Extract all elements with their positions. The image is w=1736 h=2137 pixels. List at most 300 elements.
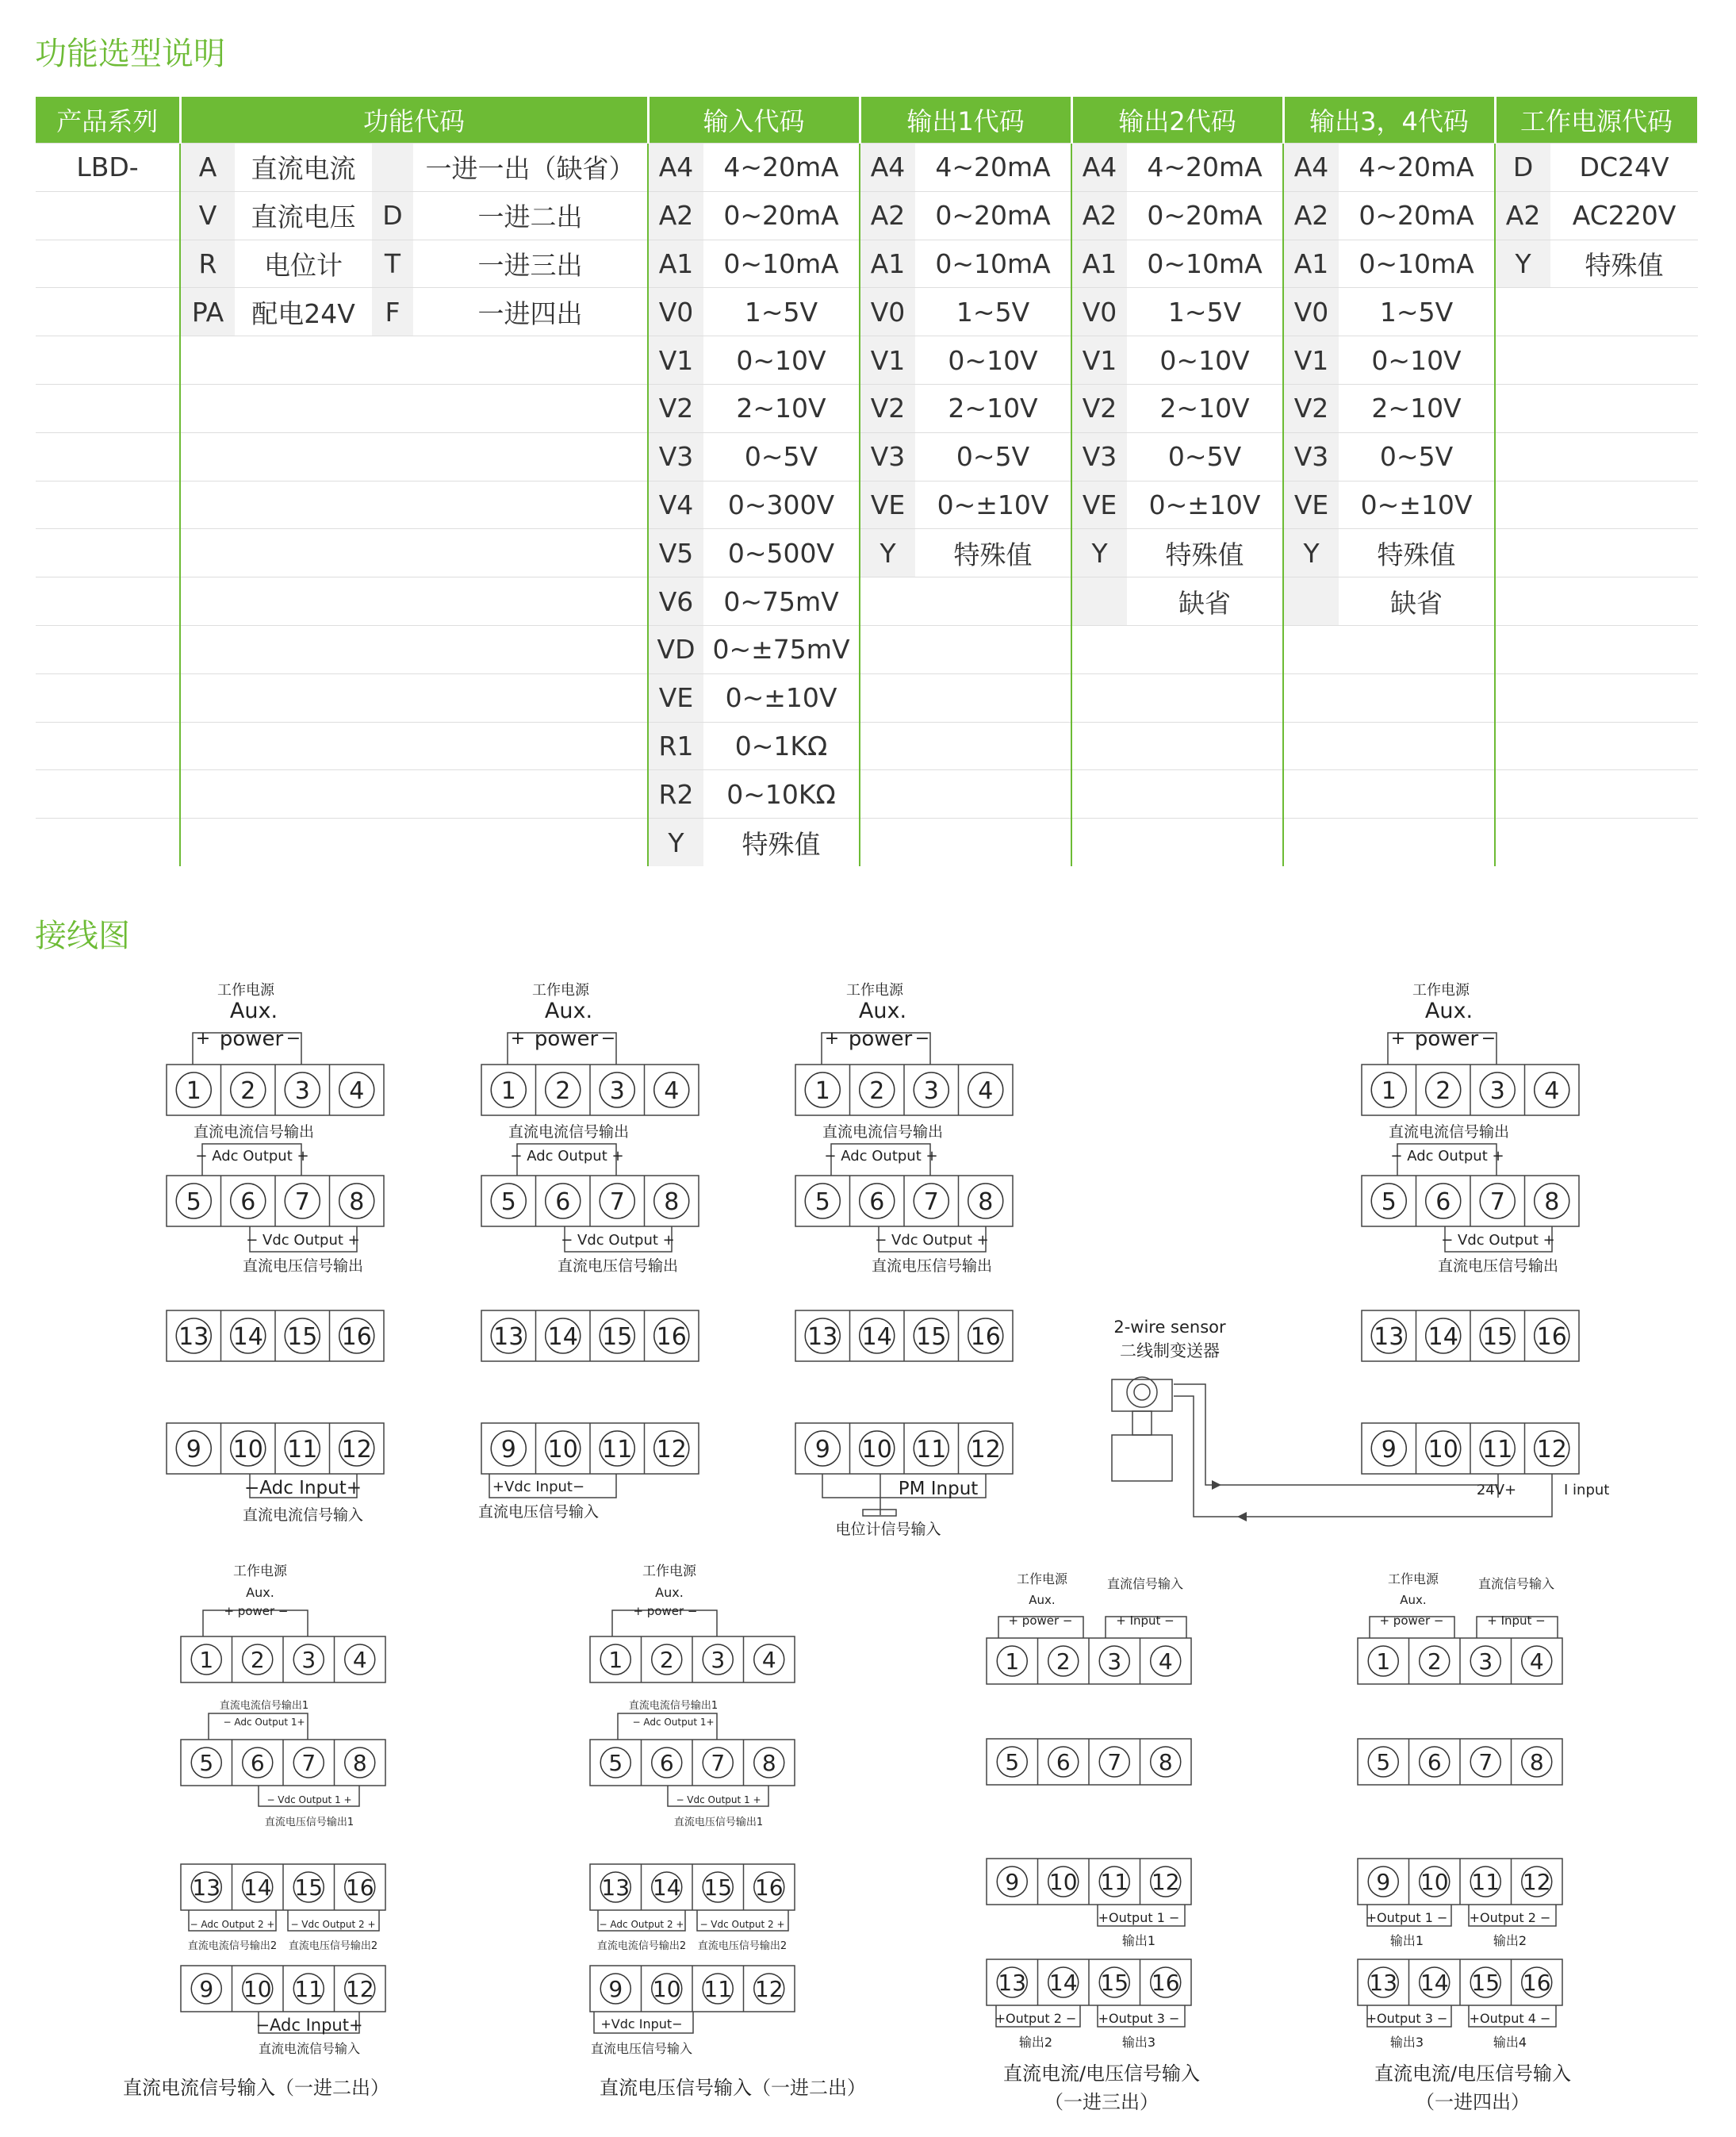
terminal-number: 7 (1489, 1187, 1505, 1216)
table-row (36, 432, 1698, 481)
diagram-caption: 直流电流/电压信号输入 (1374, 2062, 1572, 2085)
terminal-number: 5 (186, 1187, 201, 1216)
table-cell: 0~20mA (703, 191, 860, 240)
table-cell: A2 (1283, 191, 1339, 240)
terminal-number: 11 (287, 1435, 318, 1464)
vdc-output2-label: − Vdc Output 2 + (699, 1919, 785, 1930)
table-cell (1071, 722, 1127, 770)
table-cell: 一进四出 (413, 288, 648, 336)
sensor-head-inner (1134, 1384, 1150, 1400)
table-cell (1550, 722, 1698, 770)
table-cell (1127, 625, 1283, 673)
output1-cn-label: 输出1 (1389, 1933, 1424, 1948)
output-cn-label: 输出2 (1493, 1933, 1527, 1948)
table-cell (1127, 722, 1283, 770)
table-cell (235, 673, 372, 722)
table-cell: 0~±75mV (703, 625, 860, 673)
terminal-number: 5 (814, 1187, 830, 1216)
terminal-number: 15 (1100, 1970, 1129, 1997)
table-cell: VE (860, 481, 915, 529)
table-cell (180, 336, 235, 385)
terminal-number: 5 (1005, 1749, 1020, 1776)
table-row (36, 577, 1698, 626)
table-cell (36, 384, 180, 432)
table-cell (36, 819, 180, 866)
terminal-number: 15 (703, 1874, 733, 1901)
terminal-number: 6 (1435, 1187, 1451, 1216)
wire-arrow (1237, 1512, 1247, 1521)
terminal-number: 9 (186, 1435, 201, 1464)
table-cell: VE (1283, 481, 1339, 529)
table-cell: 0~20mA (1127, 191, 1283, 240)
table-cell (235, 625, 372, 673)
vdc-output-cn-label: 直流电压信号输出 (242, 1257, 364, 1275)
table-cell: 特殊值 (1127, 529, 1283, 577)
terminal-number: 10 (1048, 1869, 1078, 1896)
adc-output-cn-label: 直流电流信号输出 (1388, 1123, 1510, 1141)
table-cell (235, 481, 372, 529)
terminal-number: 1 (608, 1647, 623, 1674)
wiring-diagrams (0, 968, 1736, 2137)
table-cell (915, 770, 1071, 819)
table-cell: 0~±10V (1127, 481, 1283, 529)
terminal-number: 11 (602, 1435, 633, 1464)
table-cell (1495, 673, 1550, 722)
terminal-number: 16 (1536, 1322, 1567, 1351)
minus-label: − (600, 1029, 616, 1049)
table-cell: 0~20mA (1339, 191, 1495, 240)
terminal-number: 14 (1428, 1322, 1458, 1351)
table-cell: V4 (648, 481, 703, 529)
power-cn-label: 工作电源 (642, 1563, 696, 1579)
table-cell (860, 625, 915, 673)
sensor-wire-positive (1174, 1384, 1498, 1485)
terminal-number: 11 (916, 1435, 947, 1464)
table-cell: 0~5V (703, 432, 860, 481)
terminal-number: 14 (547, 1322, 578, 1351)
adc-input-cn-label: 直流电流信号输入 (242, 1506, 364, 1524)
output-label: +Output 2 − (994, 2011, 1077, 2026)
table-cell: 1~5V (915, 288, 1071, 336)
table-header-cell: 输出3，4代码 (1283, 97, 1495, 144)
table-cell (1339, 722, 1495, 770)
terminal-number: 10 (232, 1435, 263, 1464)
sensor-body (1112, 1435, 1172, 1481)
table-cell (1339, 819, 1495, 866)
output-cn-label: 输出4 (1493, 2035, 1527, 2050)
terminal-number: 2 (250, 1647, 265, 1674)
adc-output-cn-label: 直流电流信号输出 (193, 1123, 315, 1141)
table-cell (180, 819, 235, 866)
table-cell (1283, 819, 1339, 866)
table-cell (36, 288, 180, 336)
table-header-cell: 工作电源代码 (1495, 97, 1698, 144)
table-cell: 直流电压 (235, 191, 372, 240)
terminal-number: 16 (341, 1322, 372, 1351)
terminal-number: 15 (1471, 1970, 1500, 1997)
table-cell: D (372, 191, 413, 240)
table-cell (1495, 336, 1550, 385)
table-cell (372, 529, 413, 577)
aux-label: Aux. (229, 999, 278, 1023)
power-label: power (219, 1027, 284, 1051)
table-cell: 2~10V (1339, 384, 1495, 432)
power-label: + power − (1008, 1613, 1073, 1628)
table-cell (1339, 625, 1495, 673)
table-cell (413, 819, 648, 866)
table-cell (1283, 625, 1339, 673)
table-cell: V2 (648, 384, 703, 432)
table-cell: PA (180, 288, 235, 336)
adc-output1-cn-label: 直流电流信号输出1 (628, 1700, 719, 1712)
table-cell (1495, 819, 1550, 866)
diagram-caption: （一进四出） (1416, 2091, 1530, 2113)
plus-label: + (195, 1029, 211, 1049)
terminal-number: 5 (500, 1187, 516, 1216)
table-cell (1495, 577, 1550, 626)
table-row (36, 191, 1698, 240)
output-cn-label: 输出3 (1389, 2035, 1424, 2050)
i-input-label: I input (1564, 1482, 1610, 1498)
table-cell: VD (648, 625, 703, 673)
vdc-output2-cn-label: 直流电压信号输出2 (697, 1940, 788, 1952)
vdc-output-label: − Vdc Output + (875, 1232, 989, 1249)
table-cell: 0~10KΩ (703, 770, 860, 819)
terminal-number: 3 (1489, 1076, 1505, 1105)
terminal-number: 8 (664, 1187, 680, 1216)
sensor-head (1127, 1377, 1157, 1407)
terminal-number: 12 (970, 1435, 1001, 1464)
terminal-number: 16 (345, 1874, 374, 1901)
terminal-number: 9 (1005, 1869, 1020, 1896)
table-cell (372, 432, 413, 481)
terminal-number: 3 (609, 1076, 625, 1105)
terminal-number: 1 (500, 1076, 516, 1105)
diagram-caption: （一进三出） (1044, 2091, 1159, 2113)
power-label: power (848, 1027, 913, 1051)
terminal-number: 12 (1151, 1869, 1180, 1896)
power-label: power (534, 1027, 599, 1051)
aux-label: Aux. (858, 999, 907, 1023)
terminal-number: 9 (608, 1976, 623, 2003)
terminal-number: 6 (1427, 1749, 1442, 1776)
pm-input-cn-label: 电位计信号输入 (835, 1521, 941, 1538)
table-cell (1071, 819, 1127, 866)
adc-output-label: − Adc Output + (510, 1148, 624, 1164)
table-cell (915, 625, 1071, 673)
table-cell (860, 673, 915, 722)
terminal-number: 15 (916, 1322, 947, 1351)
table-cell: V1 (648, 336, 703, 385)
vdc-output1-label: − Vdc Output 1 + (676, 1794, 761, 1805)
terminal-number: 2 (659, 1647, 674, 1674)
table-cell: V2 (1071, 384, 1127, 432)
terminal-number: 8 (352, 1750, 367, 1777)
table-cell (1283, 722, 1339, 770)
signal-input-cn-label: 直流信号输入 (1106, 1576, 1184, 1591)
table-cell: Y (860, 529, 915, 577)
table-cell: VE (1071, 481, 1127, 529)
table-cell: 0~10mA (1339, 240, 1495, 288)
table-cell: 0~±10V (703, 673, 860, 722)
table-cell: V3 (860, 432, 915, 481)
terminal-number: 12 (656, 1435, 687, 1464)
table-cell (1495, 529, 1550, 577)
table-cell: A4 (860, 144, 915, 192)
table-cell (1071, 625, 1127, 673)
table-cell: D (1495, 144, 1550, 192)
table-row (36, 625, 1698, 673)
table-cell: 0~10V (1339, 336, 1495, 385)
terminal-number: 13 (493, 1322, 524, 1351)
power-label: + power − (224, 1604, 289, 1618)
vdc-input-label: +Vdc Input− (600, 2016, 683, 2031)
table-cell: Y (1071, 529, 1127, 577)
table-cell (413, 673, 648, 722)
aux-label: Aux. (1424, 999, 1473, 1023)
terminal-number: 12 (1522, 1869, 1551, 1896)
table-cell (1550, 384, 1698, 432)
table-cell: A4 (1071, 144, 1127, 192)
potentiometer-symbol (863, 1510, 896, 1516)
table-cell: A2 (1071, 191, 1127, 240)
terminal-number: 1 (1376, 1648, 1391, 1675)
diagram-caption: 直流电压信号输入（一进二出） (600, 2077, 866, 2099)
terminal-number: 6 (659, 1750, 674, 1777)
minus-label: − (286, 1029, 301, 1049)
table-cell (180, 673, 235, 722)
table-cell (372, 144, 413, 192)
table-cell: 缺省 (1127, 577, 1283, 626)
table-cell: V1 (860, 336, 915, 385)
output-label: +Output 3 − (1366, 2011, 1448, 2026)
table-row (36, 288, 1698, 336)
table-cell (180, 625, 235, 673)
table-cell: AC220V (1550, 191, 1698, 240)
table-cell (413, 336, 648, 385)
sensor-neck (1132, 1411, 1152, 1435)
terminal-number: 4 (1529, 1648, 1544, 1675)
aux-label: Aux. (655, 1585, 684, 1600)
table-cell: 2~10V (915, 384, 1071, 432)
vdc-output-label: − Vdc Output + (561, 1232, 675, 1249)
terminal-number: 9 (814, 1435, 830, 1464)
diagram-caption: 直流电流信号输入（一进二出） (123, 2077, 389, 2099)
vdc-input-cn-label: 直流电压信号输入 (590, 2041, 693, 2056)
sensor-en-label: 2-wire sensor (1113, 1318, 1226, 1337)
vdc-output-label: − Vdc Output + (1441, 1232, 1555, 1249)
table-cell (372, 625, 413, 673)
table-cell (915, 722, 1071, 770)
terminal-number: 9 (1376, 1869, 1391, 1896)
table-cell: V2 (1283, 384, 1339, 432)
adc-input-label: −Adc Input+ (244, 1478, 362, 1498)
terminal-number: 13 (998, 1970, 1027, 1997)
table-cell (372, 673, 413, 722)
table-cell: R1 (648, 722, 703, 770)
terminal-number: 4 (1544, 1076, 1560, 1105)
terminal-number: 13 (1369, 1970, 1398, 1997)
table-cell (915, 577, 1071, 626)
terminal-number: 1 (199, 1647, 214, 1674)
table-cell: 特殊值 (1550, 240, 1698, 288)
table-cell: 0~5V (1339, 432, 1495, 481)
table-cell (1550, 288, 1698, 336)
table-cell: 1~5V (1339, 288, 1495, 336)
terminal-number: 11 (1100, 1869, 1129, 1896)
power-cn-label: 工作电源 (1412, 982, 1470, 999)
table-cell: DC24V (1550, 144, 1698, 192)
table-cell: 1~5V (1127, 288, 1283, 336)
minus-label: − (1481, 1029, 1496, 1049)
terminal-number: 3 (923, 1076, 939, 1105)
table-cell: 特殊值 (1339, 529, 1495, 577)
terminal-number: 2 (240, 1076, 256, 1105)
table-cell (1127, 770, 1283, 819)
table-cell: 0~±10V (915, 481, 1071, 529)
terminal-number: 8 (1158, 1749, 1173, 1776)
terminal-number: 10 (1420, 1869, 1449, 1896)
terminal-number: 5 (1376, 1749, 1391, 1776)
table-cell (1550, 529, 1698, 577)
adc-output-label: − Adc Output + (824, 1148, 938, 1164)
terminal-number: 1 (1005, 1648, 1020, 1675)
terminal-number: 7 (294, 1187, 310, 1216)
terminal-number: 1 (186, 1076, 201, 1105)
table-cell: Y (648, 819, 703, 866)
table-row (36, 722, 1698, 770)
table-cell (1127, 673, 1283, 722)
terminal-number: 8 (1544, 1187, 1560, 1216)
table-cell: 0~5V (1127, 432, 1283, 481)
table-row (36, 673, 1698, 722)
table-cell (860, 770, 915, 819)
table-cell (180, 529, 235, 577)
table-cell: 0~10V (703, 336, 860, 385)
terminal-number: 2 (1435, 1076, 1451, 1105)
table-cell (235, 770, 372, 819)
table-cell: V3 (1283, 432, 1339, 481)
table-cell (1550, 577, 1698, 626)
table-header-cell: 输出1代码 (860, 97, 1071, 144)
table-cell: 直流电流 (235, 144, 372, 192)
table-cell (180, 384, 235, 432)
table-cell: 0~10mA (915, 240, 1071, 288)
table-row (36, 384, 1698, 432)
terminal-number: 13 (1374, 1322, 1405, 1351)
table-cell (372, 481, 413, 529)
terminal-number: 6 (869, 1187, 885, 1216)
terminal-number: 11 (294, 1976, 324, 2003)
table-cell (1071, 673, 1127, 722)
terminal-number: 2 (1056, 1648, 1071, 1675)
table-cell: A (180, 144, 235, 192)
table-cell: T (372, 240, 413, 288)
table-row (36, 481, 1698, 529)
terminal-number: 15 (287, 1322, 318, 1351)
table-cell: 0~500V (703, 529, 860, 577)
output-label: +Output 1 − (1098, 1910, 1180, 1925)
table-cell (36, 529, 180, 577)
table-cell: Y (1283, 529, 1339, 577)
wire-arrow (1212, 1480, 1221, 1490)
table-cell: 电位计 (235, 240, 372, 288)
table-cell (1550, 481, 1698, 529)
table-cell (1495, 770, 1550, 819)
table-cell (372, 819, 413, 866)
table-cell: V0 (1071, 288, 1127, 336)
vdc-output-cn-label: 直流电压信号输出 (871, 1257, 993, 1275)
table-cell (36, 432, 180, 481)
table-cell: 0~±10V (1339, 481, 1495, 529)
table-cell (372, 336, 413, 385)
table-cell: 4~20mA (703, 144, 860, 192)
table-cell (235, 819, 372, 866)
table-cell (1283, 770, 1339, 819)
table-cell: V1 (1071, 336, 1127, 385)
terminal-number: 5 (1381, 1187, 1397, 1216)
selection-table (36, 97, 1700, 866)
table-cell (1071, 577, 1127, 626)
signal-input-cn-label: 直流信号输入 (1477, 1576, 1555, 1591)
table-cell: 2~10V (703, 384, 860, 432)
terminal-number: 3 (1478, 1648, 1493, 1675)
terminal-number: 15 (602, 1322, 633, 1351)
table-cell (1550, 432, 1698, 481)
power-cn-label: 工作电源 (532, 982, 589, 999)
table-cell (1071, 770, 1127, 819)
table-cell: A2 (1495, 191, 1550, 240)
table-cell (235, 432, 372, 481)
table-cell: 2~10V (1127, 384, 1283, 432)
adc-output1-label: − Adc Output 1+ (632, 1717, 715, 1728)
table-cell (1339, 770, 1495, 819)
output1-label: +Output 1 − (1366, 1910, 1448, 1925)
terminal-number: 1 (814, 1076, 830, 1105)
plus-label: + (510, 1029, 526, 1049)
minus-label: − (914, 1029, 930, 1049)
table-cell (1495, 432, 1550, 481)
terminal-number: 13 (192, 1874, 221, 1901)
input-label: + Input − (1116, 1613, 1175, 1628)
table-cell (413, 481, 648, 529)
terminal-number: 14 (1048, 1970, 1078, 1997)
wiring-title: 接线图 (35, 918, 130, 954)
terminal-number: 6 (240, 1187, 256, 1216)
power-cn-label: 工作电源 (217, 982, 274, 999)
terminal-number: 5 (608, 1750, 623, 1777)
terminal-number: 13 (807, 1322, 838, 1351)
table-cell: 特殊值 (915, 529, 1071, 577)
table-cell: V3 (648, 432, 703, 481)
terminal-number: 12 (754, 1976, 784, 2003)
table-cell: 0~10V (1127, 336, 1283, 385)
supply-24v-label: 24V+ (1476, 1482, 1517, 1498)
table-cell (36, 722, 180, 770)
terminal-number: 2 (1427, 1648, 1442, 1675)
table-cell: 4~20mA (1339, 144, 1495, 192)
table-header-cell: 输入代码 (648, 97, 860, 144)
table-cell: V5 (648, 529, 703, 577)
table-cell (860, 722, 915, 770)
table-cell: V6 (648, 577, 703, 626)
vdc-output1-label: − Vdc Output 1 + (266, 1794, 352, 1805)
table-cell (413, 722, 648, 770)
table-cell: 0~10mA (703, 240, 860, 288)
table-cell (1495, 722, 1550, 770)
table-cell: A1 (860, 240, 915, 288)
adc-output-cn-label: 直流电流信号输出 (508, 1123, 630, 1141)
